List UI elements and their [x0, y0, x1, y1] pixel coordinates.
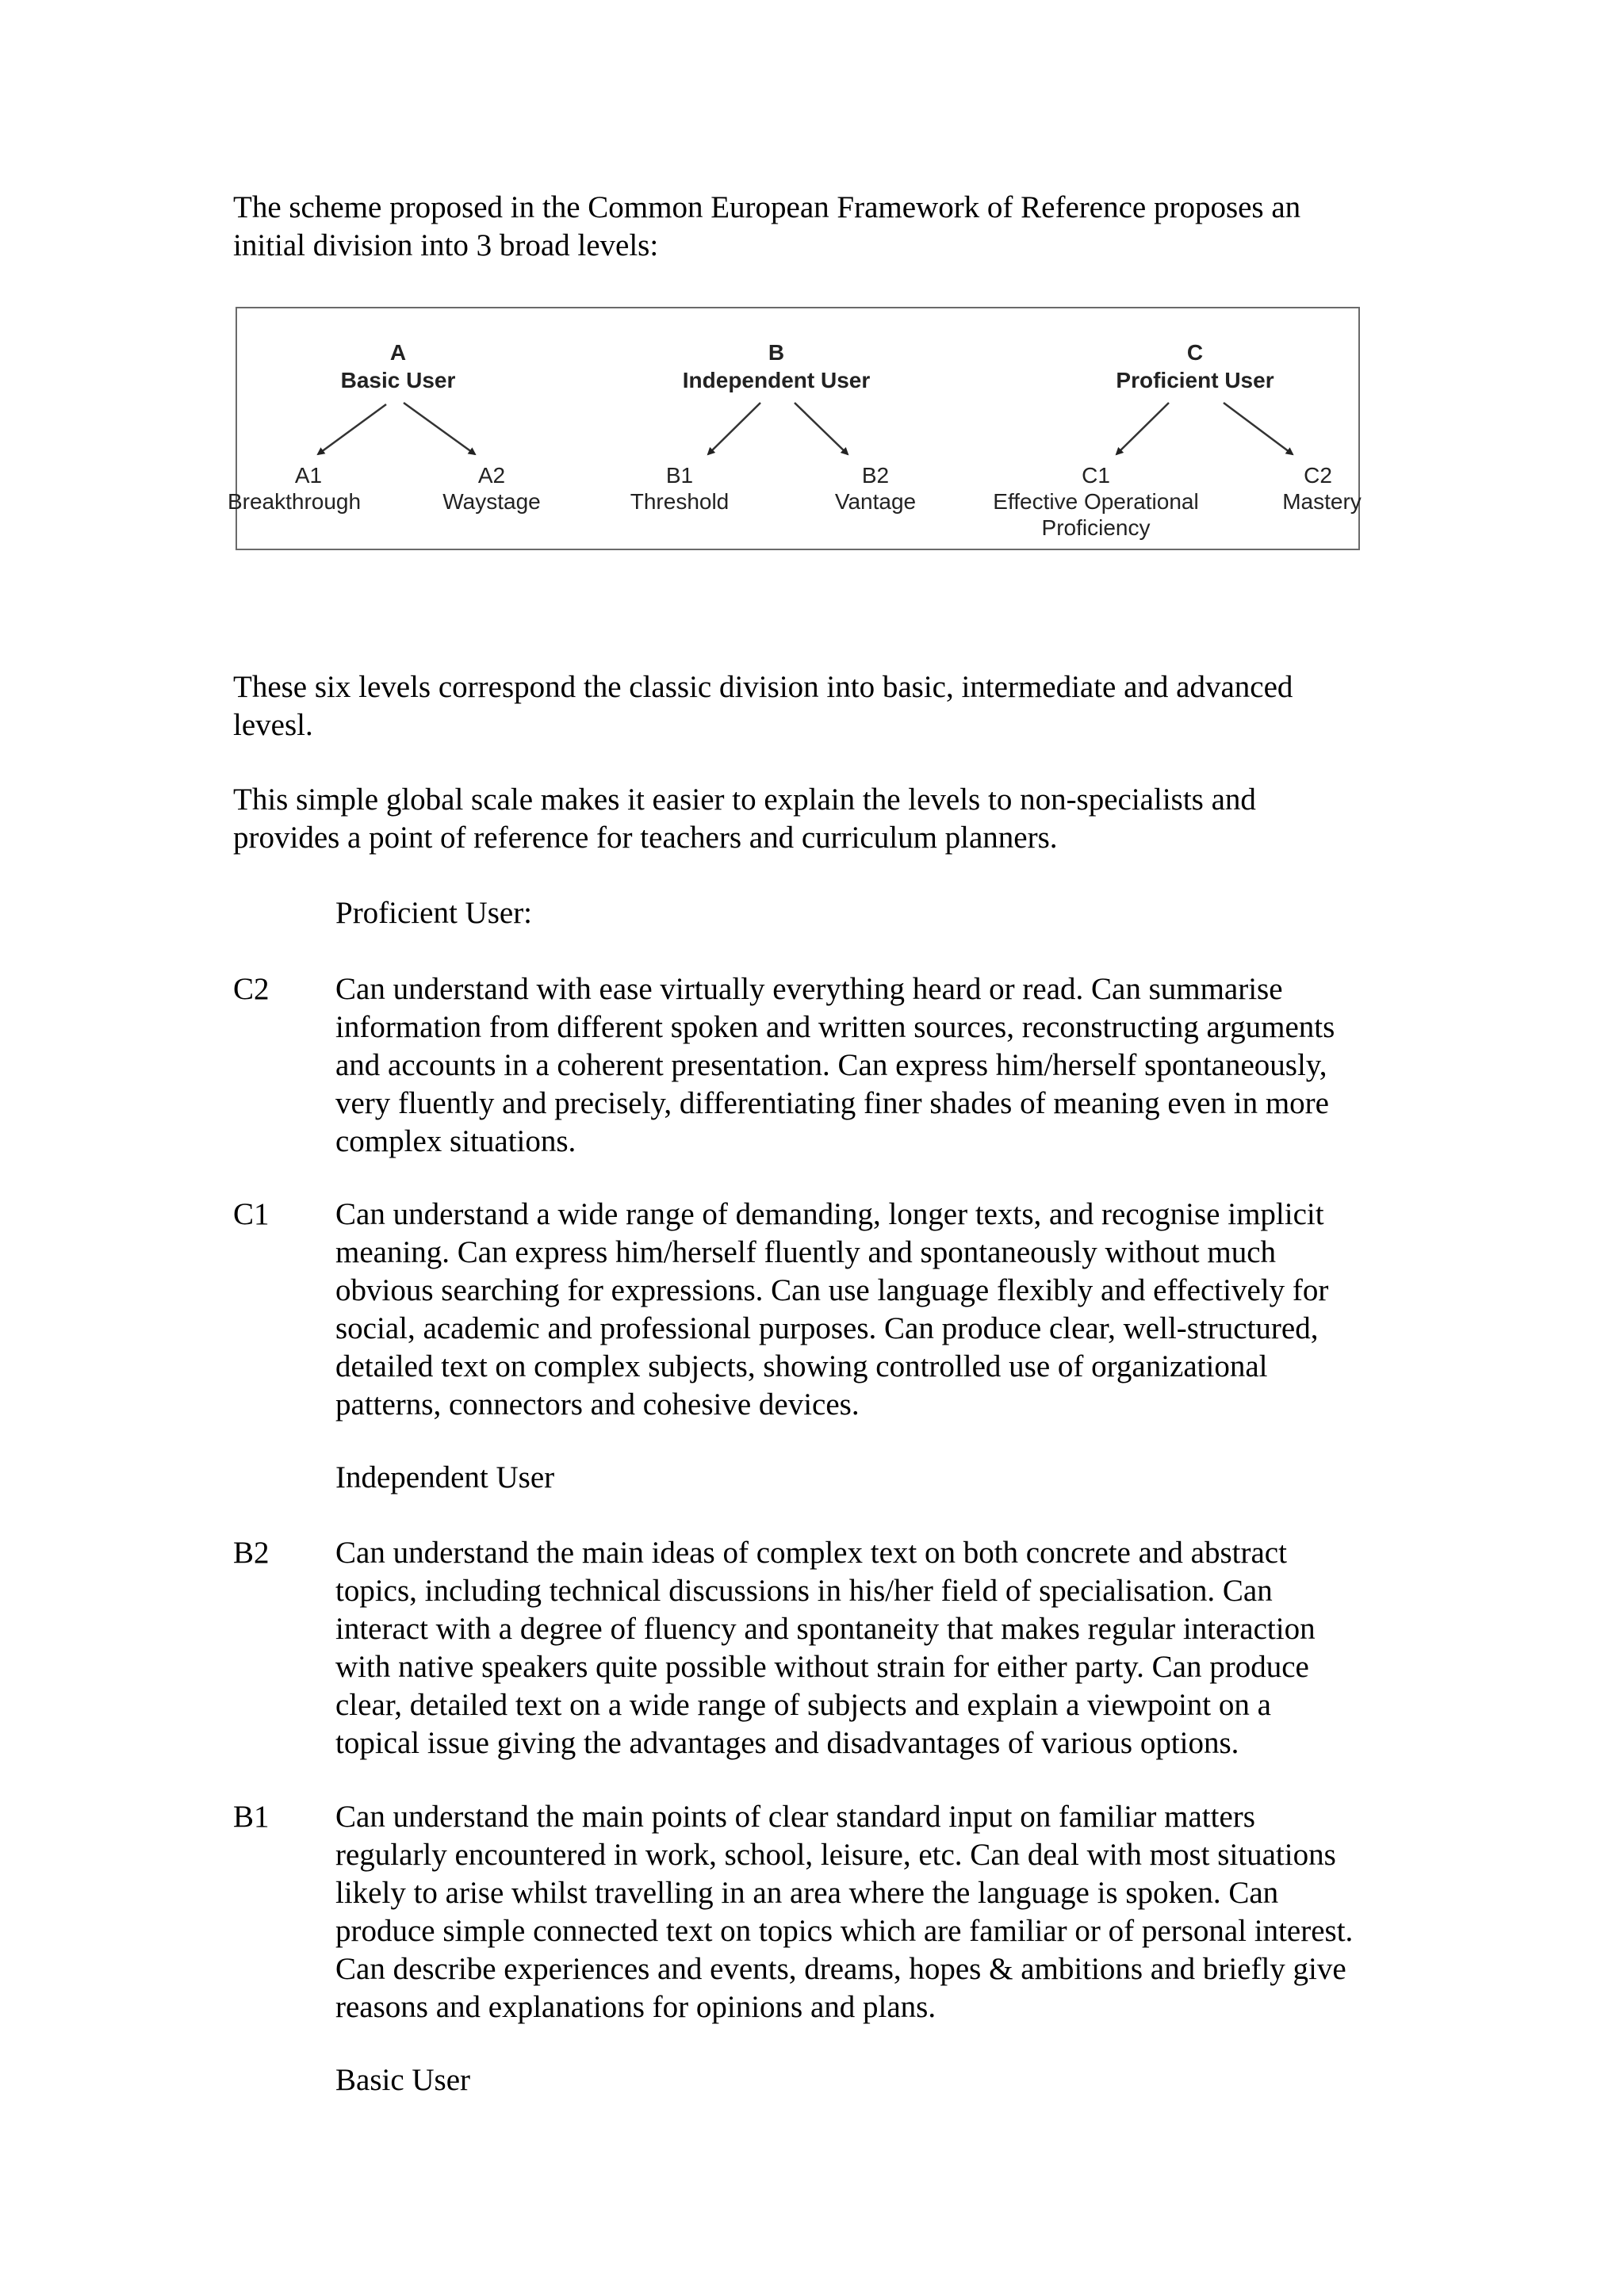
arrow-b-to-b2 [795, 403, 848, 454]
level-a1-code: A1 [294, 463, 323, 488]
description-line: with native speakers quite possible without strain for either party. Can produce [335, 1650, 1309, 1684]
description-line: very fluently and precisely, differentiating finer shades of meaning even in more [335, 1086, 1329, 1120]
section-heading-proficient-user: Proficient User: [335, 896, 533, 930]
intro-paragraph [233, 189, 1300, 265]
description-line: topics, including technical discussions in his/her field of specialisation. Can [335, 1574, 1273, 1608]
paragraph-line: levesl. [233, 708, 313, 742]
level-description-c1 [335, 1196, 1328, 1424]
description-line: produce simple connected text on topics which are familiar or of personal interest. [335, 1914, 1354, 1948]
level-description-b2 [335, 1534, 1316, 1762]
arrow-c-to-c1 [1116, 403, 1169, 454]
level-b2-name: Vantage [834, 489, 917, 514]
paragraph-line: These six levels correspond the classic division into basic, intermediate and advanced [233, 670, 1293, 704]
section-heading-basic-user: Basic User [335, 2063, 471, 2097]
paragraph-line: This simple global scale makes it easier to explain the levels to non-specialists and [233, 783, 1256, 817]
intro-line: initial division into 3 broad levels: [233, 228, 659, 262]
level-c2-name: Mastery [1282, 489, 1362, 514]
level-code-c1: C1 [233, 1197, 270, 1231]
levels-correspondence-paragraph [233, 668, 1293, 744]
cefr-levels-diagram [227, 307, 1362, 550]
level-c1-name-line2: Proficiency [1041, 515, 1151, 540]
description-line: obvious searching for expressions. Can use language flexibly and effectively for [335, 1273, 1329, 1307]
description-line: Can understand the main ideas of complex text on both concrete and abstract [335, 1536, 1287, 1570]
description-line: meaning. Can express him/herself fluently and spontaneously without much [335, 1235, 1277, 1269]
group-c-title: Proficient User [1116, 368, 1274, 392]
description-line: Can understand with ease virtually everything heard or read. Can summarise [335, 972, 1283, 1006]
description-line: interact with a degree of fluency and spontaneity that makes regular interaction [335, 1612, 1316, 1646]
group-a-title: Basic User [340, 368, 456, 392]
description-line: social, academic and professional purposes. Can produce clear, well-structured, [335, 1311, 1319, 1345]
description-line: patterns, connectors and cohesive devices. [335, 1387, 860, 1422]
paragraph-line: provides a point of reference for teachers and curriculum planners. [233, 821, 1058, 855]
description-line: detailed text on complex subjects, showing controlled use of organizational [335, 1349, 1268, 1383]
section-heading-independent-user: Independent User [335, 1460, 555, 1494]
group-b-letter: B [768, 340, 785, 365]
level-a2-code: A2 [477, 463, 506, 488]
arrow-b-to-b1 [708, 403, 760, 454]
level-b1-name: Threshold [630, 489, 730, 514]
global-scale-paragraph [233, 781, 1256, 857]
level-code-b1: B1 [233, 1800, 270, 1834]
level-c2-code: C2 [1304, 463, 1332, 488]
description-line: Can understand the main points of clear standard input on familiar matters [335, 1800, 1255, 1834]
intro-line: The scheme proposed in the Common European Framework of Reference proposes an [233, 190, 1301, 224]
description-line: regularly encountered in work, school, leisure, etc. Can deal with most situations [335, 1838, 1336, 1872]
arrow-c-to-c2 [1224, 403, 1293, 454]
description-line: Can understand a wide range of demanding, longer texts, and recognise implicit [335, 1197, 1324, 1231]
description-line: information from different spoken and written sources, reconstructing arguments [335, 1010, 1335, 1044]
group-b-title: Independent User [682, 368, 871, 392]
level-code-b2: B2 [233, 1536, 270, 1570]
group-a-letter: A [389, 340, 407, 365]
level-description-b1 [335, 1798, 1353, 2026]
group-c-letter: C [1186, 340, 1204, 365]
description-line: and accounts in a coherent presentation. Can express him/herself spontaneously, [335, 1048, 1327, 1082]
level-a2-name: Waystage [442, 489, 541, 514]
level-code-c2: C2 [233, 972, 270, 1006]
description-line: Can describe experiences and events, dreams, hopes & ambitions and briefly give [335, 1952, 1346, 1986]
level-c1-code: C1 [1082, 463, 1110, 488]
level-description-c2 [335, 970, 1335, 1161]
description-line: reasons and explanations for opinions and plans. [335, 1990, 936, 2024]
arrow-a-to-a1 [318, 404, 386, 454]
level-a1-name: Breakthrough [227, 489, 362, 514]
level-b1-code: B1 [665, 463, 694, 488]
arrow-a-to-a2 [404, 403, 475, 454]
description-line: clear, detailed text on a wide range of subjects and explain a viewpoint on a [335, 1688, 1271, 1722]
description-line: likely to arise whilst travelling in an area where the language is spoken. Can [335, 1876, 1279, 1910]
level-b2-code: B2 [861, 463, 890, 488]
description-line: complex situations. [335, 1124, 576, 1158]
description-line: topical issue giving the advantages and disadvantages of various options. [335, 1726, 1239, 1760]
level-c1-name-line1: Effective Operational [993, 489, 1199, 514]
